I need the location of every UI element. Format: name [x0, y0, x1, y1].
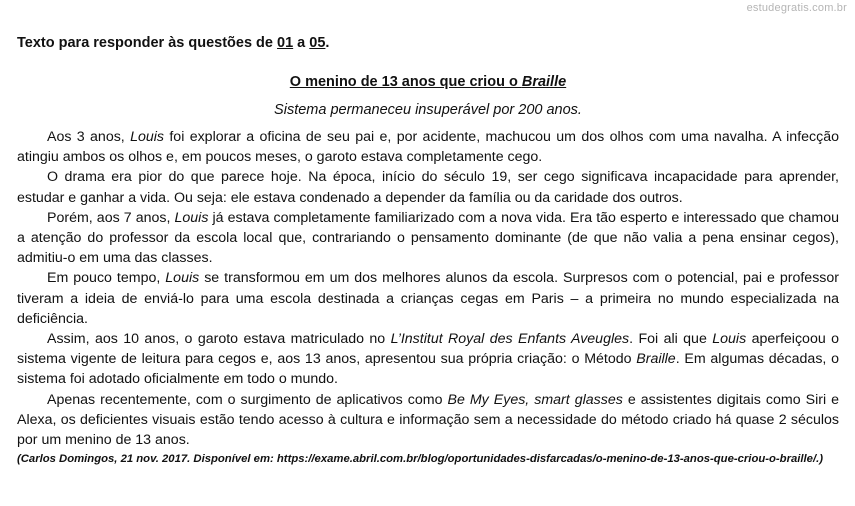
- instruction-line: [17, 33, 839, 53]
- instruction-suffix: .: [325, 35, 330, 51]
- paragraph-3: [17, 208, 839, 269]
- paragraph-italic: Louis: [712, 331, 747, 348]
- paragraph-text: Assim, aos 10 anos, o garoto estava matriculado no: [47, 331, 391, 348]
- paragraph-text: se transformou em um dos melhores alunos da escola. Surpresos com o potencial, pai e professor tiveram a ideia de enviá-lo para uma escola destinada a crianças cegas em Paris – a primeira no mundo especializada na deficiência.: [17, 270, 840, 327]
- paragraph-text: foi explorar a oficina de seu pai e, por acidente, machucou um dos olhos com uma navalha. A infecção atingiu ambos os olhos e, em poucos meses, o garoto estava completamente cego.: [17, 129, 840, 166]
- paragraph-text: aperfeiçoou o sistema vigente de leitura para cegos e, aos 13 anos, apresentou sua própria criação: o Método: [17, 331, 840, 368]
- paragraph-text: O drama era pior do que parece hoje. Na época, início do século 19, ser cego significava incapacidade para aprender, estudar e ganhar a vida. Ou seja: ele estava condenado a depender da família ou da caridade dos outros.: [17, 169, 839, 206]
- paragraph-2: [17, 167, 839, 207]
- paragraph-5: [17, 329, 839, 390]
- title-text: O menino de 13 anos que criou o: [289, 74, 522, 90]
- instruction-prefix: Texto para responder às questões de: [17, 35, 278, 51]
- paragraph-text: . Em algumas décadas, o sistema foi adotado oficialmente em todo o mundo.: [17, 351, 839, 388]
- paragraph-italic: Louis: [174, 209, 209, 226]
- paragraph-text: Em pouco tempo,: [47, 270, 166, 287]
- paragraph-italic: Braille: [636, 351, 676, 368]
- watermark: estudegratis.com.br: [746, 2, 847, 14]
- title-italic: Braille: [521, 74, 567, 90]
- paragraph-text: já estava completamente familiarizado com a nova vida. Era tão esperto e interessado que chamou a atenção do professor da escola local que, contrariando o pensamento dominante (de que não valia a pena ensinar cegos), admitiu-o em uma das classes.: [17, 209, 839, 267]
- text-subtitle: Sistema permaneceu insuperável por 200 anos.: [274, 102, 582, 118]
- paragraph-text: Porém, aos 7 anos,: [47, 209, 175, 226]
- paragraph-text: e assistentes digitais como Siri e Alexa, os deficientes visuais estão tendo acesso à cultura e informação sem a necessidade do método criado há quase 2 séculos por um menino de 13 anos.: [17, 391, 839, 449]
- text-title: [17, 72, 839, 92]
- paragraph-text: Apenas recentemente, com o surgimento de aplicativos como: [47, 391, 448, 408]
- question-from: 01: [277, 35, 294, 51]
- paragraph-4: [17, 268, 839, 329]
- paragraph-text: . Foi ali que: [629, 331, 713, 348]
- paragraph-1: [17, 127, 839, 167]
- paragraph-italic: Louis: [130, 129, 165, 145]
- paragraph-6: [17, 390, 839, 451]
- paragraph-italic: Be My Eyes, smart glasses: [447, 391, 623, 408]
- question-to: 05: [309, 35, 326, 51]
- paragraph-text: Aos 3 anos,: [47, 129, 131, 145]
- document-page: [17, 33, 839, 468]
- source-citation: (Carlos Domingos, 21 nov. 2017. Disponível em: https://exame.abril.com.br/blog/oportunidades-disfarcadas/o-menino-de-13-anos-que-criou-o-braille/.): [17, 453, 823, 466]
- paragraph-italic: Louis: [165, 270, 200, 287]
- paragraph-italic: L’Institut Royal des Enfants Aveugles: [390, 331, 630, 348]
- instruction-middle: a: [293, 35, 310, 51]
